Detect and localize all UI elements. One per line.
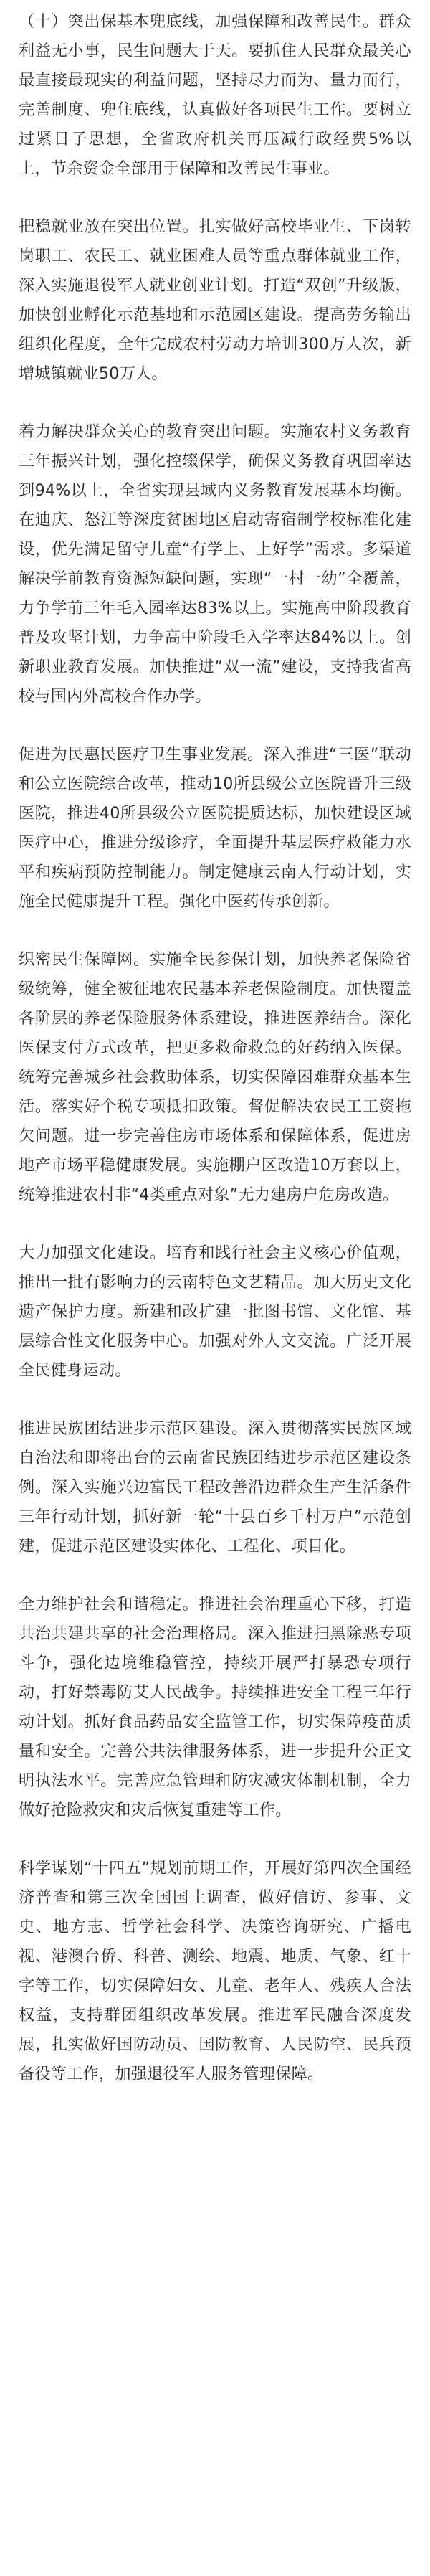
paragraph-text: 把稳就业放在突出位置。扎实做好高校毕业生、下岗转岗职工、农民工、就业困难人员等重点群体就业工作，深入实施退役军人就业创业计划。打造“双创”升级版，加快创业孵化示范基地和示范园区建设。提高劳务输出组织化程度，全年完成农村劳动力培训300万人次，新增城镇就业50万人。 xyxy=(19,217,411,383)
article-paragraph-1 xyxy=(19,7,411,184)
paragraph-text: 科学谋划“十四五”规划前期工作，开展好第四次全国经济普查和第三次全国国土调查，做好信访、参事、文史、地方志、哲学社会科学、决策咨询研究、广播电视、港澳台侨、科普、测绘、地震、地质、气象、红十字等工作，切实保障妇女、儿童、老年人、残疾人合法权益，支持群团组织改革发展。推进军民融合深度发展，扎实做好国防动员、国防教育、人民防空、民兵预备役等工作，加强退役军人服务管理保障。 xyxy=(19,1859,411,2083)
article-paragraph-6 xyxy=(19,1239,411,1386)
paragraph-text: 织密民生保障网。实施全民参保计划，加快养老保险省级统筹，健全被征地农民基本养老保险制度。加快覆盖各阶层的养老保险服务体系建设，推进医养结合。深化医保支付方式改革，把更多救命救急的好药纳入医保。统筹完善城乡社会救助体系，切实保障困难群众基本生活。落实好个税专项抵扣政策。督促解决农民工工资拖欠问题。进一步完善住房市场体系和保障体系，促进房地产市场平稳健康发展。实施棚户区改造10万套以上，统筹推进农村非“4类重点对象”无力建房户危房改造。 xyxy=(19,950,411,1204)
article-paragraph-5 xyxy=(19,945,411,1210)
paragraph-text: 着力解决群众关心的教育突出问题。实施农村义务教育三年振兴计划，强化控辍保学，确保义务教育巩固率达到94%以上，全省实现县域内义务教育发展基本均衡。在迪庆、怒江等深度贫困地区启动寄宿制学校标准化建设，优先满足留守儿童“有学上、上好学”需求。多渠道解决学前教育资源短缺问题，实现“一村一幼”全覆盖，力争学前三年毛入园率达83%以上。实施高中阶段教育普及攻坚计划，力争高中阶段毛入学率达84%以上。创新职业教育发展。加快推进“双一流”建设，支持我省高校与国内外高校合作办学。 xyxy=(19,422,411,706)
article-paragraph-4 xyxy=(19,740,411,917)
article-paragraph-2 xyxy=(19,212,411,389)
section-heading: （十）突出保基本兜底线，加强保障和改善民生。 xyxy=(19,12,379,31)
article-paragraph-8 xyxy=(19,1590,411,1825)
paragraph-text: 全力维护社会和谐稳定。推进社会治理重心下移，打造共治共建共享的社会治理格局。深入推进扫黑除恶专项斗争，强化边境维稳管控，持续开展严打暴恐专项行动，打好禁毒防艾人民战争。持续推进安全工程三年行动计划。抓好食品药品安全监管工作，切实保障疫苗质量和安全。完善公共法律服务体系，进一步提升公正文明执法水平。完善应急管理和防灾减灾体制机制，全力做好抢险救灾和灾后恢复重建等工作。 xyxy=(19,1595,411,1819)
article-paragraph-9 xyxy=(19,1854,411,2089)
article-paragraph-3 xyxy=(19,417,411,711)
article-paragraph-7 xyxy=(19,1414,411,1561)
paragraph-text: 促进为民惠民医疗卫生事业发展。深入推进“三医”联动和公立医院综合改革，推动10所县级公立医院晋升三级医院，推进40所县级公立医院提质达标，加快建设区域医疗中心，推进分级诊疗，全面提升基层医疗救能力水平和疾病预防控制能力。制定健康云南人行动计划，实施全民健康提升工程。强化中医药传承创新。 xyxy=(19,745,411,911)
paragraph-text: 群众利益无小事，民生问题大于天。要抓住人民群众最关心最直接最现实的利益问题，坚持尽力而为、量力而行，完善制度、兜住底线，认真做好各项民生工作。要树立过紧日子思想，全省政府机关再压减行政经费5%以上，节余资金全部用于保障和改善民生事业。 xyxy=(19,12,411,178)
paragraph-text: 大力加强文化建设。培育和践行社会主义核心价值观，推出一批有影响力的云南特色文艺精品。加大历史文化遗产保护力度。新建和改扩建一批图书馆、文化馆、基层综合性文化服务中心。加强对外人文交流。广泛开展全民健身运动。 xyxy=(19,1244,411,1380)
paragraph-text: 推进民族团结进步示范区建设。深入贯彻落实民族区域自治法和即将出台的云南省民族团结进步示范区建设条例。深入实施兴边富民工程改善沿边群众生产生活条件三年行动计划，抓好新一轮“十县百乡千村万户”示范创建，促进示范区建设实体化、工程化、项目化。 xyxy=(19,1419,411,1555)
